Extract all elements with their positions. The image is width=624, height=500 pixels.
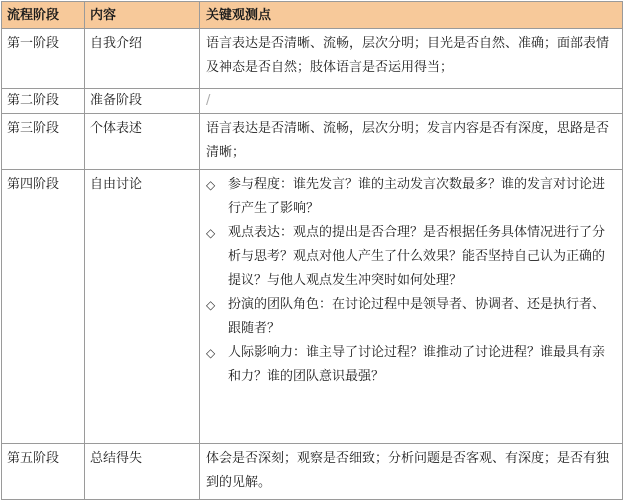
bullet-text: 观点表达：观点的提出是否合理？是否根据任务具体情况进行了分析与思考？观点对他人产生了什么效果？能否坚持自己认为正确的提议？与他人观点发生冲突时如何处理？ [228,225,606,288]
evaluation-table [1,1,623,500]
bullet-text: 参与程度：谁先发言？谁的主动发言次数最多？谁的发言对讨论进行产生了影响？ [228,177,606,216]
observation-cell [200,89,623,114]
stage-cell: 第三阶段 [2,114,85,170]
content-cell: 准备阶段 [85,89,200,114]
observation-cell: 语言表达是否清晰、流畅，层次分明；目光是否自然、准确；面部表情及神态是否自然；肢体语言是否运用得当； [200,29,623,89]
table-row [2,170,623,444]
header-stage: 流程阶段 [2,2,85,29]
diamond-icon: ◇ [206,178,216,192]
header-content: 内容 [85,2,200,29]
diamond-icon: ◇ [206,298,216,312]
diamond-icon: ◇ [206,226,216,240]
observation-bullet [206,221,616,293]
content-cell: 个体表述 [85,114,200,170]
content-cell: 自我介绍 [85,29,200,89]
table-row [2,444,623,500]
observation-cell [200,170,623,444]
content-cell: 自由讨论 [85,170,200,444]
table-row [2,89,623,114]
bullet-text: 人际影响力：谁主导了讨论过程？谁推动了讨论进程？谁最具有亲和力？谁的团队意识最强？ [228,345,606,384]
bullet-text: 扮演的团队角色：在讨论过程中是领导者、协调者、还是执行者、跟随者？ [228,297,606,336]
table-row [2,29,623,89]
empty-marker: / [206,93,211,108]
diamond-icon: ◇ [206,346,216,360]
header-observation: 关键观测点 [200,2,623,29]
observation-bullet [206,341,616,389]
stage-cell: 第五阶段 [2,444,85,500]
observation-cell: 体会是否深刻；观察是否细致；分析问题是否客观、有深度；是否有独到的见解。 [200,444,623,500]
stage-cell: 第四阶段 [2,170,85,444]
stage-cell: 第二阶段 [2,89,85,114]
observation-bullet [206,173,616,221]
stage-cell: 第一阶段 [2,29,85,89]
table-header-row [2,2,623,29]
observation-bullet [206,293,616,341]
content-cell: 总结得失 [85,444,200,500]
observation-cell: 语言表达是否清晰、流畅，层次分明；发言内容是否有深度，思路是否清晰； [200,114,623,170]
table-row [2,114,623,170]
